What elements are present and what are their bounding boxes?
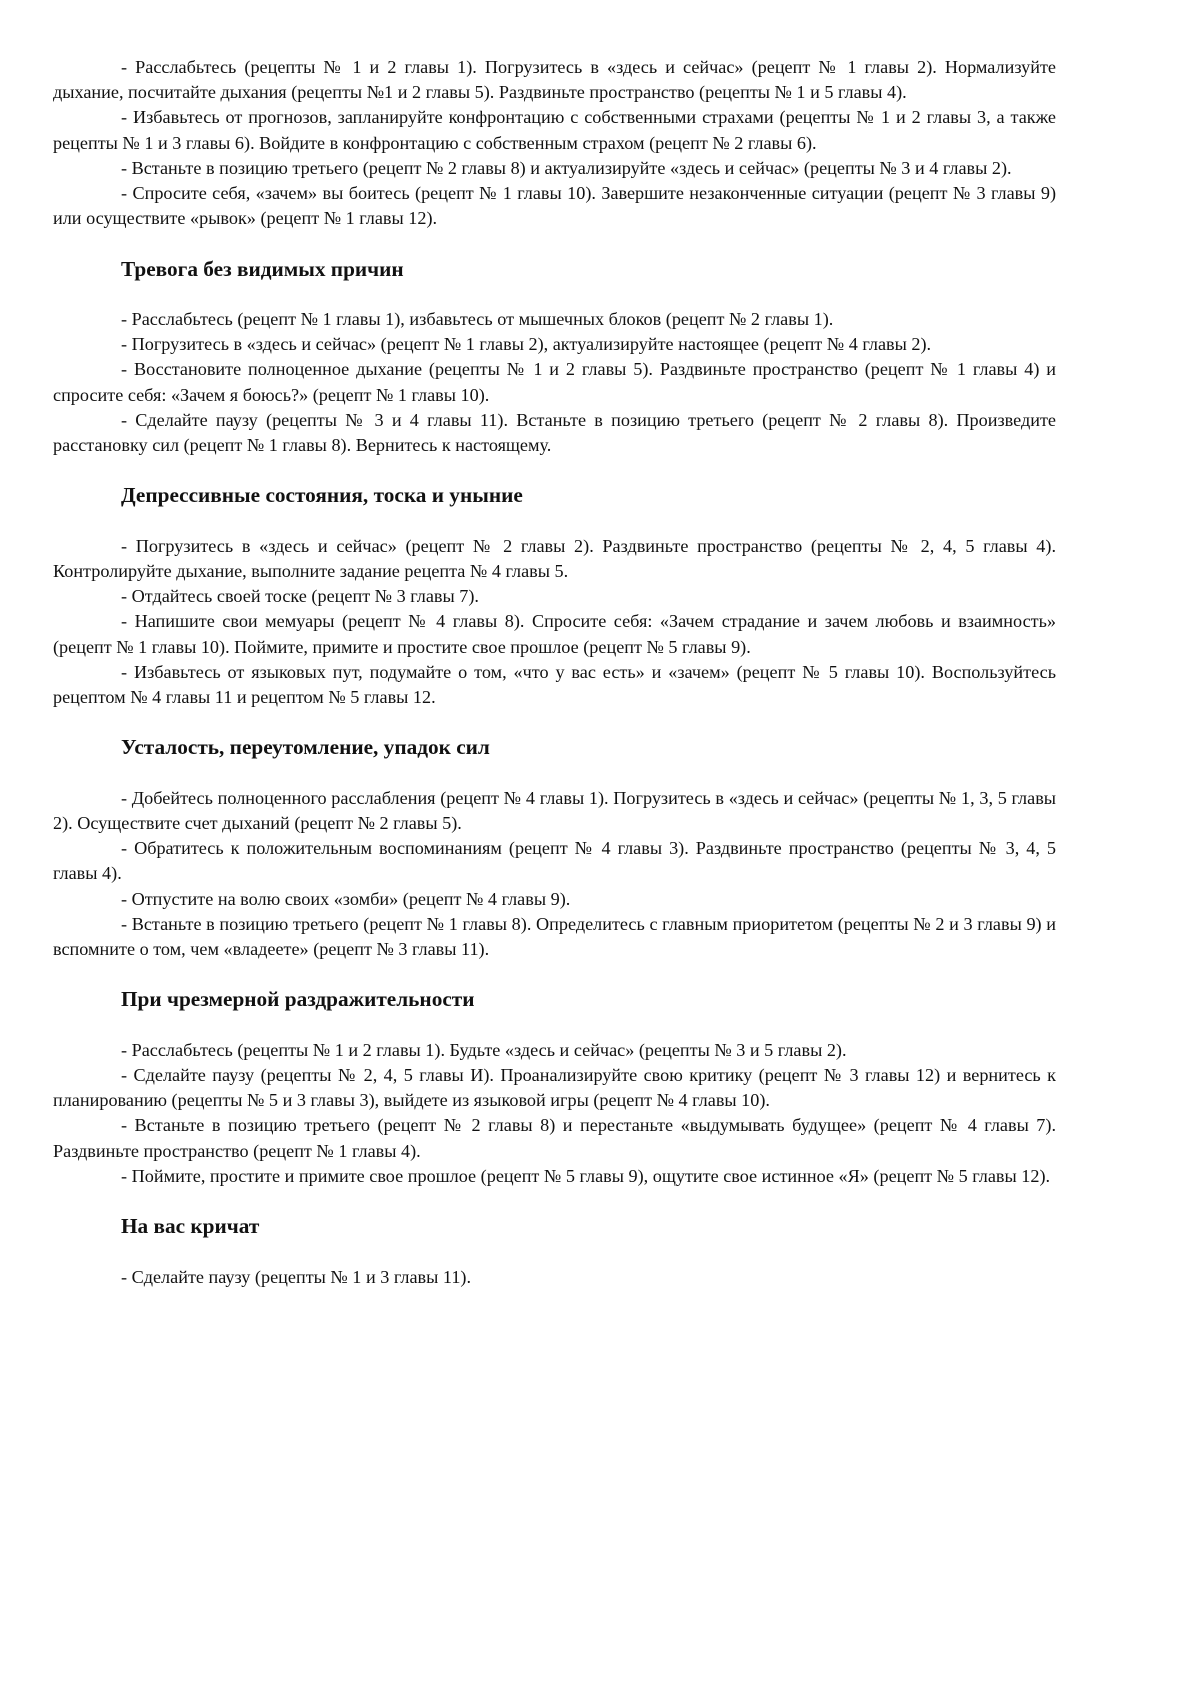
section-fatigue bbox=[53, 735, 1056, 962]
paragraph: - Обратитесь к положительным воспоминаниям (рецепт № 4 главы 3). Раздвиньте пространство (рецепты № 3, 4, 5 главы 4). bbox=[53, 838, 1056, 884]
section-heading: Усталость, переутомление, упадок сил bbox=[121, 735, 490, 760]
paragraph: - Отдайтесь своей тоске (рецепт № 3 главы 7). bbox=[121, 586, 479, 607]
paragraph: - Добейтесь полноценного расслабления (рецепт № 4 главы 1). Погрузитесь в «здесь и сейчас» (рецепты № 1, 3, 5 главы 2). Осуществите счет дыханий (рецепт № 2 главы 5). bbox=[53, 787, 1056, 833]
paragraph: - Встаньте в позицию третьего (рецепт № 1 главы 8). Определитесь с главным приоритетом (рецепты № 2 и 3 главы 9) и вспомните о том, чем «владеете» (рецепт № 3 главы 11). bbox=[53, 913, 1056, 960]
paragraph: - Сделайте паузу (рецепты № 2, 4, 5 главы И). Проанализируйте свою критику (рецепт № 3 главы 12) и вернитесь к планированию (рецепты № 5 и 3 главы 3), выйдете из языковой игры (рецепт № 4 главы 10). bbox=[53, 1065, 1056, 1111]
paragraph: - Сделайте паузу (рецепты № 3 и 4 главы 11). Встаньте в позицию третьего (рецепт № 2 главы 8). Произведите расстановку сил (рецепт № 1 главы 8). Вернитесь к настоящему. bbox=[53, 409, 1056, 456]
paragraph: - Расслабьтесь (рецепты № 1 и 2 главы 1). Будьте «здесь и сейчас» (рецепты № 3 и 5 главы 2). bbox=[121, 1039, 847, 1060]
paragraph: - Избавьтесь от прогнозов, запланируйте конфронтацию с собственными страхами (рецепты № 1 и 2 главы 3, а также рецепты № 1 и 3 главы 6). Войдите в конфронтацию с собственным страхом (рецепт № 2 главы 6). bbox=[53, 107, 1056, 153]
paragraph: - Погрузитесь в «здесь и сейчас» (рецепт № 2 главы 2). Раздвиньте пространство (рецепты № 2, 4, 5 главы 4). Контролируйте дыхание, выполните задание рецепта № 4 главы 5. bbox=[53, 535, 1056, 581]
section-depression bbox=[53, 483, 1056, 710]
section-heading: Тревога без видимых причин bbox=[121, 256, 404, 281]
paragraph: - Отпустите на волю своих «зомби» (рецепт № 4 главы 9). bbox=[121, 888, 571, 909]
paragraph: - Избавьтесь от языковых пут, подумайте о том, «что у вас есть» и «зачем» (рецепт № 5 главы 10). Воспользуйтесь рецептом № 4 главы 11 и рецептом № 5 главы 12. bbox=[53, 661, 1056, 708]
paragraph: - Встаньте в позицию третьего (рецепт № 2 главы 8) и актуализируйте «здесь и сейчас» (рецепты № 3 и 4 главы 2). bbox=[121, 157, 1012, 178]
section-heading: Депрессивные состояния, тоска и уныние bbox=[121, 483, 523, 508]
paragraph: - Сделайте паузу (рецепты № 1 и 3 главы 11). bbox=[121, 1266, 472, 1287]
section-heading: При чрезмерной раздражительности bbox=[121, 987, 475, 1012]
paragraph: - Погрузитесь в «здесь и сейчас» (рецепт № 1 главы 2), актуализируйте настоящее (рецепт № 4 главы 2). bbox=[121, 334, 932, 355]
section-shouting bbox=[53, 1214, 1056, 1290]
paragraph: - Расслабьтесь (рецепт № 1 главы 1), избавьтесь от мышечных блоков (рецепт № 2 главы 1). bbox=[121, 309, 834, 329]
section-irritability bbox=[53, 987, 1056, 1189]
paragraph: - Расслабьтесь (рецепты № 1 и 2 главы 1). Погрузитесь в «здесь и сейчас» (рецепт № 1 главы 2). Нормализуйте дыхание, посчитайте дыхания (рецепты №1 и 2 главы 5). Раздвиньте пространство (рецепты № 1 и 5 главы 4). bbox=[53, 57, 1056, 103]
intro-block bbox=[53, 55, 1056, 231]
paragraph: - Восстановите полноценное дыхание (рецепты № 1 и 2 главы 5). Раздвиньте пространство (рецепт № 1 главы 4) и спросите себя: «Зачем я боюсь?» (рецепт № 1 главы 10). bbox=[53, 359, 1056, 405]
section-heading: На вас кричат bbox=[121, 1214, 260, 1239]
section-anxiety bbox=[53, 257, 1056, 459]
paragraph: - Спросите себя, «зачем» вы боитесь (рецепт № 1 главы 10). Завершите незаконченные ситуации (рецепт № 3 главы 9) или осуществите «рывок» (рецепт № 1 главы 12). bbox=[53, 183, 1056, 229]
paragraph: - Встаньте в позицию третьего (рецепт № 2 главы 8) и перестаньте «выдумывать будущее» (рецепт № 4 главы 7). Раздвиньте пространство (рецепт № 1 главы 4). bbox=[53, 1115, 1056, 1161]
paragraph: - Поймите, простите и примите свое прошлое (рецепт № 5 главы 9), ощутите свое истинное «Я» (рецепт № 5 главы 12). bbox=[121, 1165, 1051, 1186]
paragraph: - Напишите свои мемуары (рецепт № 4 главы 8). Спросите себя: «Зачем страдание и зачем любовь и взаимность» (рецепт № 1 главы 10). Поймите, примите и простите свое прошлое (рецепт № 5 главы 9). bbox=[53, 611, 1056, 657]
